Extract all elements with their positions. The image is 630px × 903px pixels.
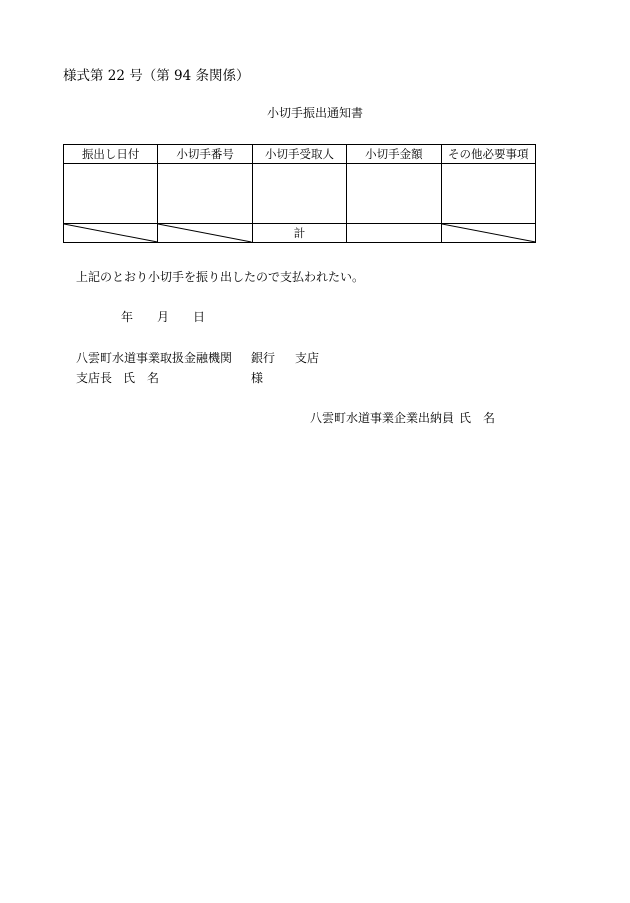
total-label: 計 <box>252 224 346 243</box>
honorific-label: 様 <box>251 371 264 385</box>
branch-label: 支店 <box>295 351 320 365</box>
form-number: 様式第 22 号（第 94 条関係） <box>63 68 250 84</box>
date-day-label: 日 <box>193 310 206 324</box>
date-month-label: 月 <box>157 310 170 324</box>
slashed-cell <box>64 224 158 243</box>
cell-amount <box>347 164 441 224</box>
column-header-issue-date: 振出し日付 <box>64 145 158 164</box>
bank-label: 銀行 <box>251 351 276 365</box>
table-row <box>64 164 536 224</box>
slashed-cell <box>441 224 535 243</box>
column-header-payee: 小切手受取人 <box>252 145 346 164</box>
slashed-cell <box>158 224 252 243</box>
column-header-amount: 小切手金額 <box>347 145 441 164</box>
column-header-other: その他必要事項 <box>441 145 535 164</box>
total-row <box>64 224 536 243</box>
statement-text: 上記のとおり小切手を振り出したので支払われたい。 <box>76 270 365 284</box>
column-header-check-number: 小切手番号 <box>158 145 252 164</box>
check-table <box>63 144 536 243</box>
table-header-row <box>64 145 536 164</box>
total-amount-cell <box>347 224 441 243</box>
diagonal-slash <box>442 224 535 242</box>
document-title: 小切手振出通知書 <box>266 106 363 120</box>
cell-payee <box>252 164 346 224</box>
issuer-name-label: 氏 名 <box>459 411 496 425</box>
cell-issue-date <box>64 164 158 224</box>
diagonal-slash <box>158 224 251 242</box>
issuer-organization: 八雲町水道事業企業出納員 <box>310 411 455 425</box>
cell-other <box>441 164 535 224</box>
date-year-label: 年 <box>121 310 134 324</box>
manager-name-label: 氏 名 <box>123 371 160 385</box>
diagonal-slash <box>64 224 157 242</box>
cell-check-number <box>158 164 252 224</box>
bank-organization: 八雲町水道事業取扱金融機関 <box>76 351 233 365</box>
branch-manager-label: 支店長 <box>76 371 113 385</box>
